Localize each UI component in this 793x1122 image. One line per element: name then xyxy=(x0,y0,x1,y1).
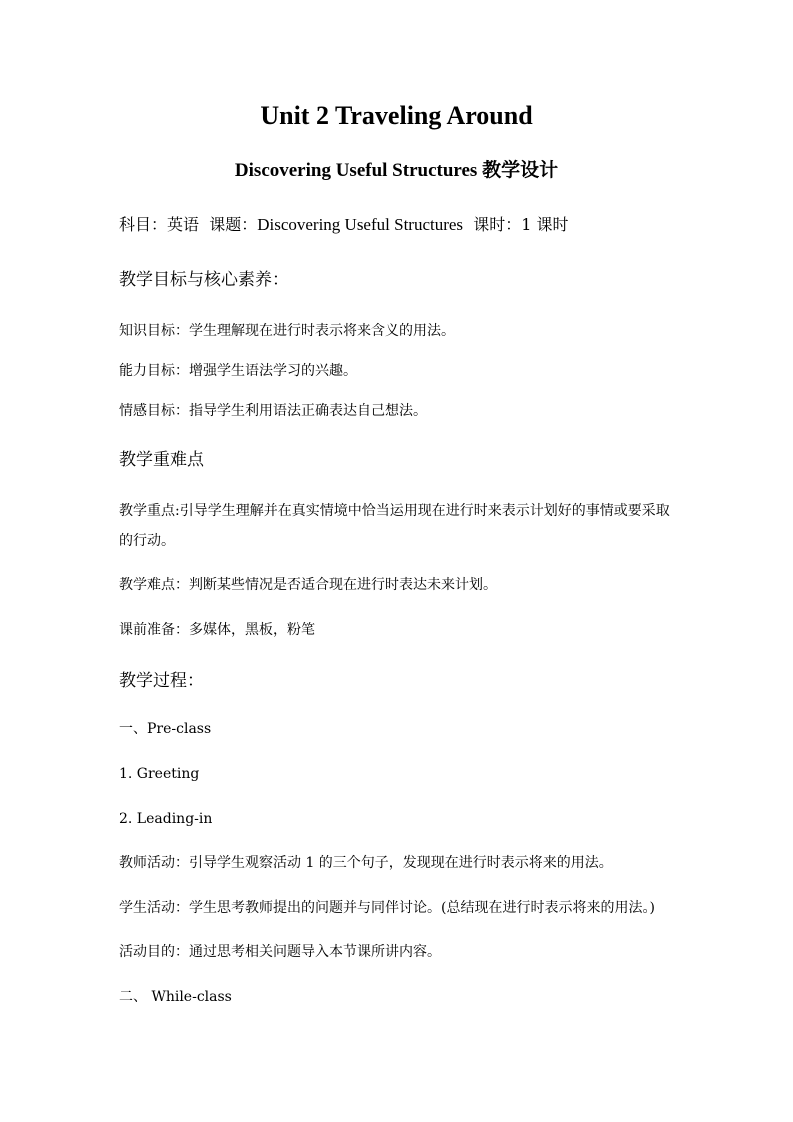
student-activity: 学生活动：学生思考教师提出的问题并与同伴讨论。(总结现在进行时表示将来的用法。) xyxy=(119,900,655,916)
teaching-focus: 教学重点:引导学生理解并在真实情境中恰当运用现在进行时来表示计划好的事情或要采取的行动。 xyxy=(119,503,670,549)
period-value: 1 课时 xyxy=(521,215,569,234)
step-leading-in: 2. Leading-in xyxy=(119,811,213,827)
lesson-preparation: 课前准备：多媒体，黑板，粉笔 xyxy=(119,622,315,638)
activity-purpose: 活动目的：通过思考相关问题导入本节课所讲内容。 xyxy=(119,944,441,960)
goal-item-emotion: 情感目标：指导学生利用语法正确表达自己想法。 xyxy=(119,403,427,419)
topic-value: Discovering Useful Structures xyxy=(257,215,464,234)
subject-label: 科目：英语 xyxy=(119,215,200,234)
process-heading: 教学过程： xyxy=(119,671,204,691)
period-label: 课时： xyxy=(473,215,522,234)
document-title: Unit 2 Traveling Around xyxy=(260,101,533,130)
step-greeting: 1. Greeting xyxy=(119,766,200,782)
goal-item-knowledge: 知识目标：学生理解现在进行时表示将来含义的用法。 xyxy=(119,323,455,339)
teaching-difficulty: 教学难点：判断某些情况是否适合现在进行时表达未来计划。 xyxy=(119,577,497,593)
goals-heading: 教学目标与核心素养： xyxy=(119,270,289,290)
lesson-meta-line xyxy=(119,216,569,233)
section-pre-class: 一、Pre-class xyxy=(119,721,212,737)
section-while-class: 二、 While-class xyxy=(119,989,232,1005)
goal-item-ability: 能力目标：增强学生语法学习的兴趣。 xyxy=(119,363,357,379)
document-subtitle: Discovering Useful Structures 教学设计 xyxy=(234,160,559,181)
topic-label: 课题： xyxy=(209,215,258,234)
keypoints-heading: 教学重难点 xyxy=(119,450,204,470)
teacher-activity: 教师活动：引导学生观察活动 1 的三个句子，发现现在进行时表示将来的用法。 xyxy=(119,855,613,871)
